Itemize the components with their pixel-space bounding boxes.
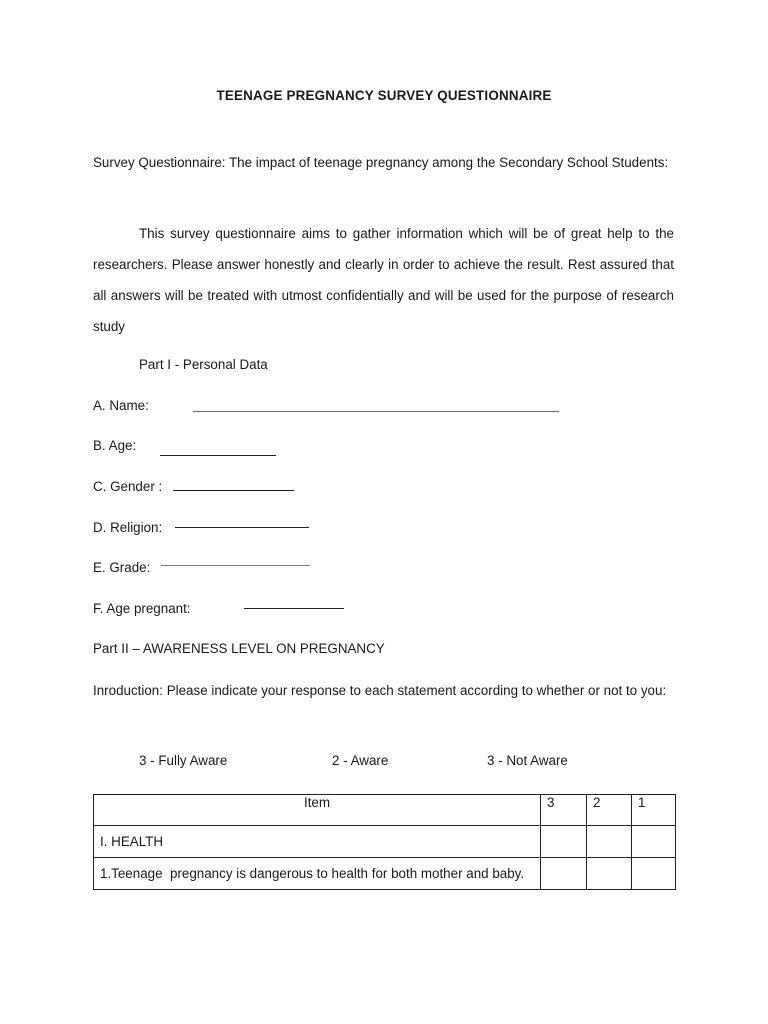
name-line[interactable] [193,411,559,412]
gender-line[interactable] [173,490,294,491]
row-item-statement-1: 1.Teenage pregnancy is dangerous to health for both mother and baby. [94,858,541,890]
part2-heading: Part II – AWARENESS LEVEL ON PREGNANCY [93,641,385,656]
table-header-row [94,795,676,826]
scale-aware: 2 - Aware [332,753,389,768]
age-line[interactable] [160,455,276,456]
response-cell-1[interactable] [632,826,676,858]
row-item-health: I. HEALTH [94,826,541,858]
grade-field[interactable] [93,560,323,580]
age-pregnant-field[interactable] [93,601,353,621]
table-row [94,858,676,890]
name-label: A. Name: [93,398,149,413]
table-row [94,826,676,858]
intro-paragraph: This survey questionnaire aims to gather information which will be of great help to the researchers. Please answer honestly and clearly in order to achieve the result. Rest assured that all answers will be treated with utmost confidentially and will be used for the purpose of research study [93,226,674,334]
age-field[interactable] [93,438,293,458]
response-cell-1[interactable] [632,858,676,890]
age-pregnant-line[interactable] [244,608,344,609]
scale-fully-aware: 3 - Fully Aware [139,753,228,768]
age-label: B. Age: [93,438,137,453]
document-title: TEENAGE PREGNANCY SURVEY QUESTIONNAIRE [216,88,552,103]
gender-field[interactable] [93,479,313,499]
header-item: Item [94,795,541,826]
response-cell-3[interactable] [541,826,587,858]
religion-field[interactable] [93,520,323,540]
gender-label: C. Gender : [93,479,163,494]
religion-label: D. Religion: [93,520,163,535]
response-cell-2[interactable] [587,858,632,890]
grade-label: E. Grade: [93,560,151,575]
part2-instruction: Inroduction: Please indicate your response to each statement according to whether or not to you: [93,683,667,698]
age-pregnant-label: F. Age pregnant: [93,601,191,616]
response-cell-3[interactable] [541,858,587,890]
religion-line[interactable] [175,527,309,528]
intro-line: Survey Questionnaire: The impact of teenage pregnancy among the Secondary School Students: [93,155,669,170]
grade-line[interactable] [161,565,310,566]
header-2: 2 [587,795,632,826]
part1-heading: Part I - Personal Data [139,357,268,372]
scale-not-aware: 3 - Not Aware [487,753,568,768]
awareness-table [93,794,676,890]
name-field[interactable] [93,398,573,418]
response-cell-2[interactable] [587,826,632,858]
header-1: 1 [632,795,676,826]
header-3: 3 [541,795,587,826]
